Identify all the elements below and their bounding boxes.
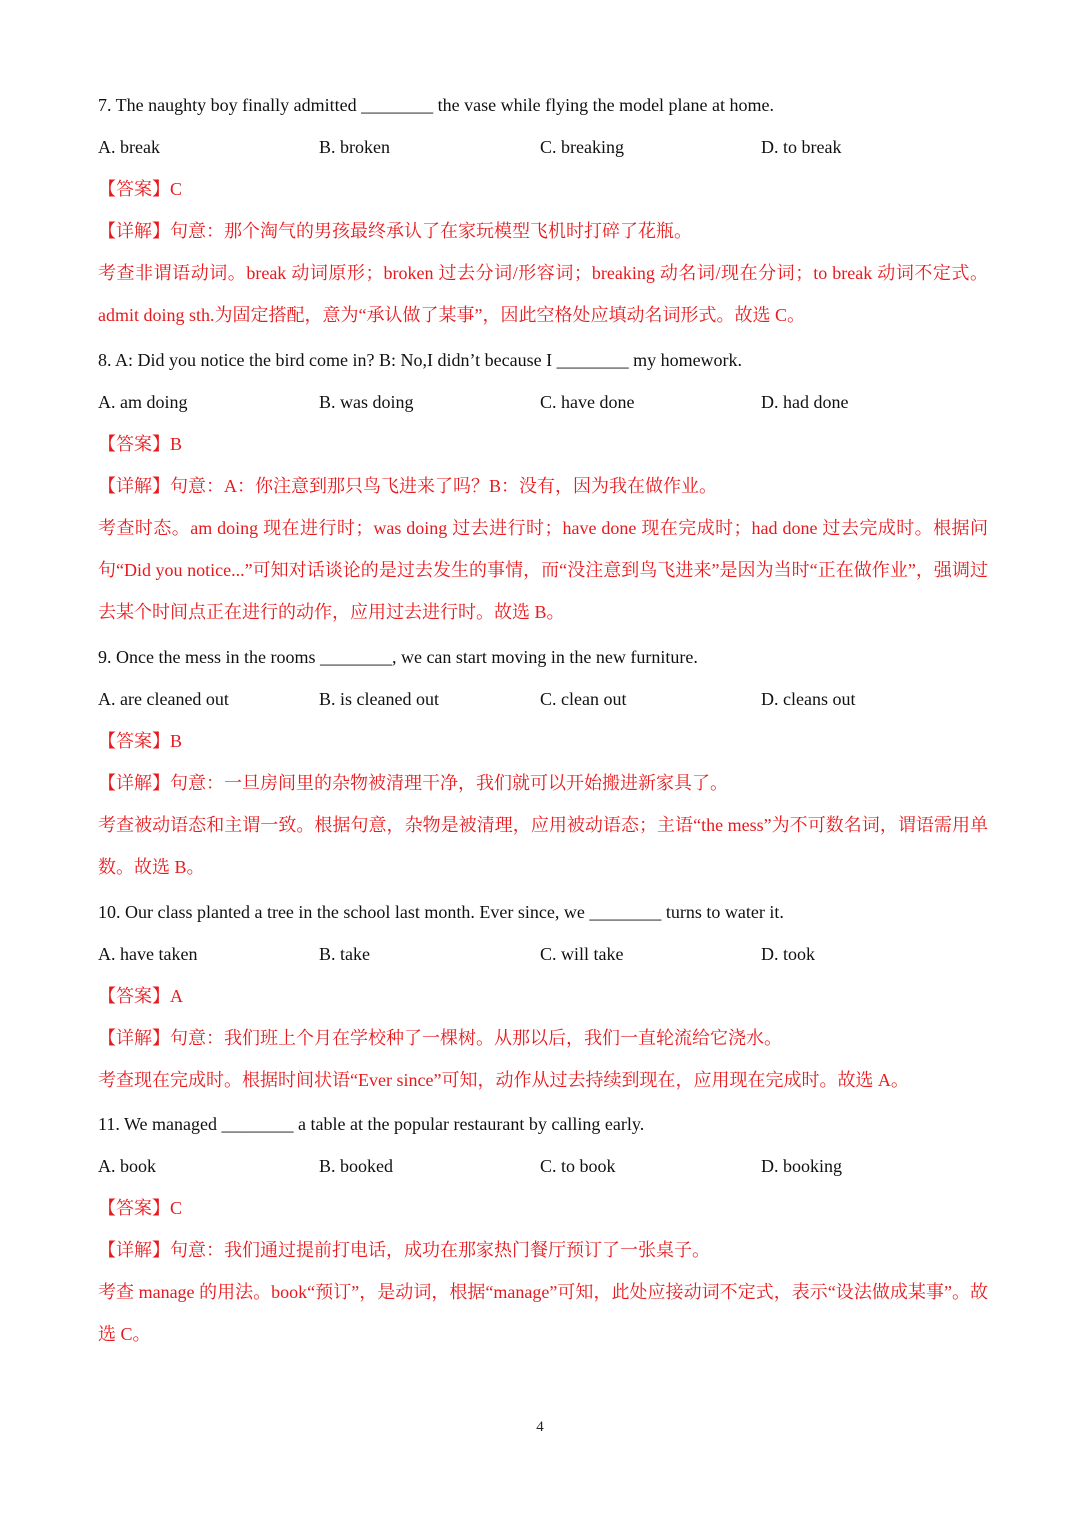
question-stem: 9. Once the mess in the rooms ________, we can start moving in the new furniture. (98, 647, 698, 667)
option-b: B. broken (319, 137, 390, 157)
option-d: D. to break (761, 137, 842, 157)
question-11 (98, 1112, 988, 1355)
option-c: C. to book (540, 1156, 616, 1176)
analysis-text: 考查非谓语动词。break 动词原形；broken 过去分词/形容词；breaking 动名词/现在分词；to break 动词不定式。admit doing sth.为固定搭配，意为“承认做了某事”，因此空格处应填动名词形式。故选 C。 (98, 263, 988, 325)
option-a: A. are cleaned out (98, 689, 229, 709)
detail-line: 【详解】句意：我们通过提前打电话，成功在那家热门餐厅预订了一张桌子。 (98, 1240, 710, 1260)
question-9 (98, 645, 988, 888)
option-d: D. cleans out (761, 689, 856, 709)
question-10 (98, 900, 988, 1101)
options-row (98, 390, 988, 414)
question-stem: 8. A: Did you notice the bird come in? B: No,I didn’t because I ________ my homework. (98, 350, 743, 370)
options-row (98, 1154, 988, 1178)
option-a: A. have taken (98, 944, 198, 964)
detail-line: 【详解】句意：一旦房间里的杂物被清理干净，我们就可以开始搬进新家具了。 (98, 773, 728, 793)
options-row (98, 942, 988, 966)
option-b: B. is cleaned out (319, 689, 439, 709)
option-b: B. take (319, 944, 370, 964)
option-c: C. will take (540, 944, 624, 964)
question-stem: 11. We managed ________ a table at the popular restaurant by calling early. (98, 1114, 645, 1134)
options-row (98, 135, 988, 159)
option-c: C. clean out (540, 689, 627, 709)
question-stem: 7. The naughty boy finally admitted ________ the vase while flying the model plane at home. (98, 95, 775, 115)
analysis-text: 考查 manage 的用法。book“预订”，是动词，根据“manage”可知，此处应接动词不定式，表示“设法做成某事”。故选 C。 (98, 1282, 988, 1344)
analysis-text: 考查时态。am doing 现在进行时；was doing 过去进行时；have done 现在完成时；had done 过去完成时。根据问句“Did you notice...”可知对话谈论的是过去发生的事情，而“没注意到鸟飞进来”是因为当时“正在做作业”，强调过去某个时间点正在进行的动作，应用过去进行时。故选 B。 (98, 518, 988, 622)
option-c: C. have done (540, 392, 635, 412)
answer-line: 【答案】C (98, 1198, 183, 1218)
answer-line: 【答案】B (98, 731, 183, 751)
question-7 (98, 93, 988, 336)
detail-line: 【详解】句意：那个淘气的男孩最终承认了在家玩模型飞机时打碎了花瓶。 (98, 221, 692, 241)
analysis-text: 考查被动语态和主谓一致。根据句意，杂物是被清理，应用被动语态；主语“the mess”为不可数名词，谓语需用单数。故选 B。 (98, 815, 988, 877)
option-a: A. am doing (98, 392, 188, 412)
option-b: B. was doing (319, 392, 414, 412)
option-c: C. breaking (540, 137, 624, 157)
question-stem: 10. Our class planted a tree in the school last month. Ever since, we ________ turns to water it. (98, 902, 784, 922)
option-d: D. had done (761, 392, 849, 412)
answer-line: 【答案】A (98, 986, 183, 1006)
option-d: D. took (761, 944, 815, 964)
options-row (98, 687, 988, 711)
page-number: 4 (536, 1419, 544, 1435)
detail-line: 【详解】句意：我们班上个月在学校种了一棵树。从那以后，我们一直轮流给它浇水。 (98, 1028, 782, 1048)
option-d: D. booking (761, 1156, 842, 1176)
question-8 (98, 348, 988, 633)
answer-line: 【答案】B (98, 434, 183, 454)
analysis-text: 考查现在完成时。根据时间状语“Ever since”可知，动作从过去持续到现在，应用现在完成时。故选 A。 (98, 1070, 909, 1090)
option-a: A. break (98, 137, 160, 157)
answer-line: 【答案】C (98, 179, 183, 199)
option-b: B. booked (319, 1156, 393, 1176)
detail-line: 【详解】句意：A：你注意到那只鸟飞进来了吗？B：没有，因为我在做作业。 (98, 476, 718, 496)
option-a: A. book (98, 1156, 156, 1176)
